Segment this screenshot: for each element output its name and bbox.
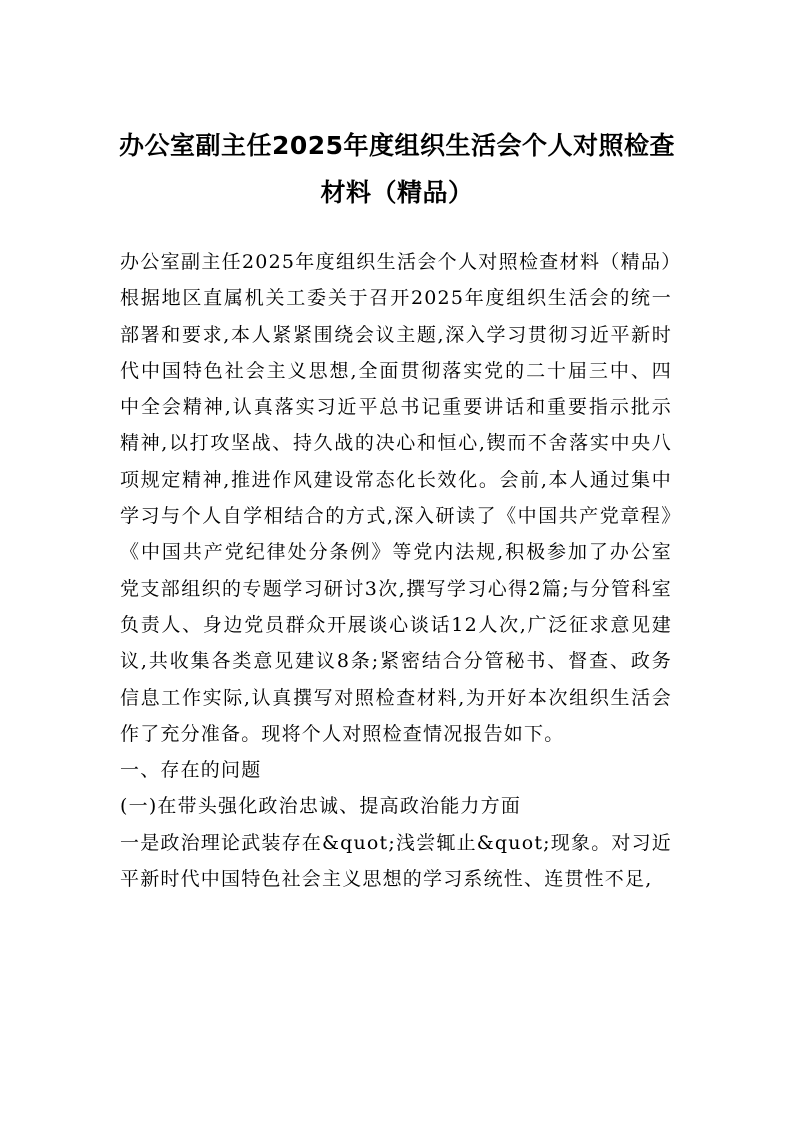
document-body bbox=[120, 244, 672, 897]
document-title: 办公室副主任2025年度组织生活会个人对照检查材料（精品） bbox=[118, 131, 676, 207]
subsection-heading: (一)在带头强化政治忠诚、提高政治能力方面 bbox=[120, 795, 522, 818]
body-paragraph: 一是政治理论武装存在&quot;浅尝辄止&quot;现象。对习近平新时代中国特色社会主义思想的学习系统性、连贯性不足, bbox=[120, 831, 672, 891]
intro-paragraph: 办公室副主任2025年度组织生活会个人对照检查材料（精品）根据地区直属机关工委关于召开2025年度组织生活会的统一部署和要求,本人紧紧围绕会议主题,深入学习贯彻习近平新时代中国特色社会主义思想,全面贯彻落实党的二十届三中、四中全会精神,认真落实习近平总书记重要讲话和重要指示批示精神,以打攻坚战、持久战的决心和恒心,锲而不舍落实中央八项规定精神,推进作风建设常态化长效化。会前,本人通过集中学习与个人自学相结合的方式,深入研读了《中国共产党章程》《中国共产党纪律处分条例》等党内法规,积极参加了办公室党支部组织的专题学习研讨3次,撰写学习心得2篇;与分管科室负责人、身边党员群众开展谈心谈话12人次,广泛征求意见建议,共收集各类意见建议8条;紧密结合分管秘书、督查、政务信息工作实际,认真撰写对照检查材料,为开好本次组织生活会作了充分准备。现将个人对照检查情况报告如下。 bbox=[120, 251, 672, 745]
section-heading: 一、存在的问题 bbox=[120, 759, 262, 782]
